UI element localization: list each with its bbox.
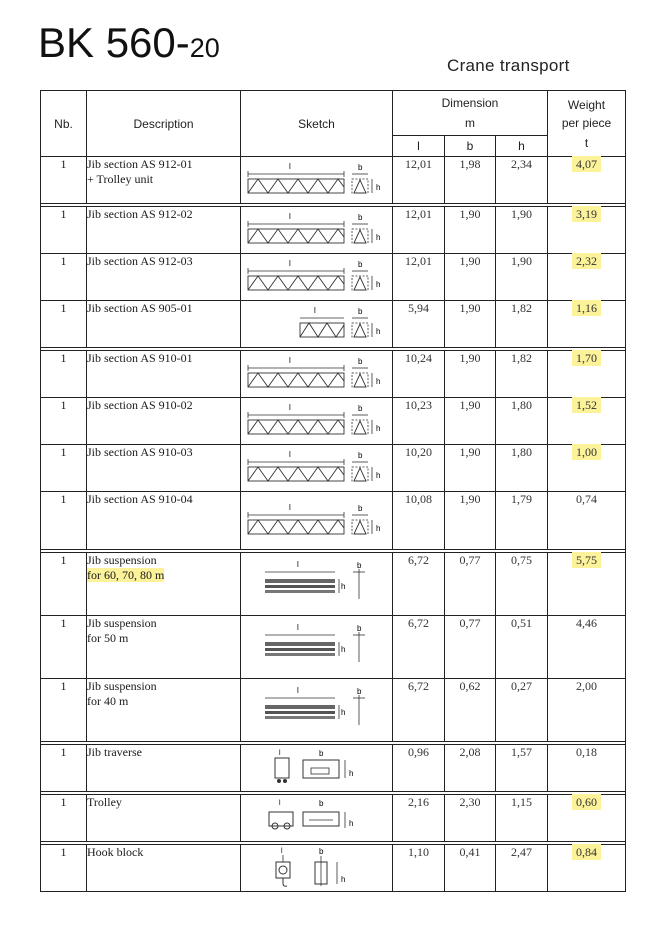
table-row (41, 301, 626, 348)
row-weight: 0,84 (572, 844, 601, 860)
row-description (87, 351, 241, 398)
svg-text:b: b (318, 749, 323, 758)
row-description (87, 795, 241, 842)
row-weight-cell (548, 301, 626, 348)
table-row (41, 795, 626, 842)
row-nb: 1 (41, 553, 87, 616)
svg-text:b: b (318, 847, 323, 856)
row-height: 2,34 (496, 157, 548, 204)
row-weight: 1,70 (572, 350, 601, 366)
row-sketch-jib-long (241, 157, 393, 204)
svg-text:l: l (288, 259, 291, 268)
row-weight: 1,00 (572, 444, 601, 460)
table-row (41, 845, 626, 892)
row-height: 1,80 (496, 398, 548, 445)
row-width: 1,90 (445, 301, 496, 348)
row-height: 2,47 (496, 845, 548, 892)
row-nb: 1 (41, 445, 87, 492)
row-weight-cell (548, 616, 626, 679)
row-description-line1: Jib section AS 912-02 (87, 207, 193, 221)
svg-text:l: l (280, 848, 283, 855)
table-row (41, 679, 626, 742)
row-nb: 1 (41, 398, 87, 445)
row-weight-cell (548, 398, 626, 445)
row-description-line1: Jib traverse (87, 745, 142, 759)
row-nb: 1 (41, 795, 87, 842)
row-weight: 1,16 (572, 300, 601, 316)
header-sketch: Sketch (241, 91, 393, 157)
row-height: 0,27 (496, 679, 548, 742)
row-length: 0,96 (393, 745, 445, 792)
row-weight-cell (548, 492, 626, 550)
row-description (87, 301, 241, 348)
svg-text:b: b (356, 624, 361, 633)
row-sketch-jib-short (241, 301, 393, 348)
row-length: 2,16 (393, 795, 445, 842)
svg-text:l: l (296, 560, 299, 569)
row-width: 1,98 (445, 157, 496, 204)
row-description (87, 679, 241, 742)
row-description (87, 445, 241, 492)
header-weight-unit: t (584, 135, 589, 150)
svg-text:h: h (375, 523, 380, 533)
row-description (87, 207, 241, 254)
row-description (87, 254, 241, 301)
header-weight-sub: per piece (561, 115, 612, 130)
svg-text:h: h (375, 280, 380, 289)
svg-text:h: h (348, 819, 353, 828)
row-description-line1: Jib section AS 910-02 (87, 398, 193, 412)
row-description-line1: Jib suspension (87, 553, 157, 567)
svg-text:l: l (278, 750, 281, 757)
row-weight-cell (548, 157, 626, 204)
row-width: 1,90 (445, 398, 496, 445)
row-description (87, 398, 241, 445)
svg-text:b: b (357, 260, 362, 269)
svg-text:h: h (375, 233, 380, 242)
row-height: 1,57 (496, 745, 548, 792)
row-description-line2-text: + Trolley unit (87, 172, 154, 186)
table-row (41, 553, 626, 616)
row-nb: 1 (41, 157, 87, 204)
row-sketch-suspension (241, 679, 393, 742)
svg-text:b: b (357, 503, 362, 513)
table-row (41, 157, 626, 204)
row-description-line2 (87, 694, 240, 709)
header-nb: Nb. (41, 91, 87, 157)
row-length: 1,10 (393, 845, 445, 892)
row-width: 1,90 (445, 351, 496, 398)
table-row (41, 492, 626, 550)
row-weight: 3,19 (572, 206, 601, 222)
table-row (41, 616, 626, 679)
row-weight-cell (548, 553, 626, 616)
row-weight: 5,75 (572, 552, 601, 568)
table-row (41, 745, 626, 792)
row-description (87, 616, 241, 679)
row-length: 10,23 (393, 398, 445, 445)
svg-text:b: b (357, 163, 362, 172)
row-nb: 1 (41, 207, 87, 254)
row-description-line2 (87, 172, 240, 187)
svg-text:b: b (356, 561, 361, 570)
row-sketch-suspension (241, 553, 393, 616)
row-length: 10,20 (393, 445, 445, 492)
row-description-line1: Jib section AS 910-04 (87, 492, 193, 506)
header-description: Description (87, 91, 241, 157)
row-length: 10,08 (393, 492, 445, 550)
svg-text:b: b (357, 451, 362, 460)
svg-text:l: l (288, 212, 291, 221)
row-weight-cell (548, 445, 626, 492)
row-width: 1,90 (445, 207, 496, 254)
row-weight: 0,74 (576, 492, 597, 506)
svg-text:h: h (348, 769, 353, 778)
svg-text:l: l (313, 306, 316, 315)
svg-text:h: h (340, 875, 345, 884)
row-sketch-jib-long (241, 254, 393, 301)
row-weight-cell (548, 795, 626, 842)
model-suffix: 20 (189, 33, 220, 63)
row-weight: 0,18 (576, 745, 597, 759)
row-height: 1,90 (496, 207, 548, 254)
row-length: 10,24 (393, 351, 445, 398)
row-weight-cell (548, 679, 626, 742)
svg-text:h: h (375, 377, 380, 386)
table-row (41, 398, 626, 445)
table-row (41, 445, 626, 492)
row-length: 12,01 (393, 207, 445, 254)
row-nb: 1 (41, 254, 87, 301)
svg-text:h: h (340, 645, 345, 654)
model-name: BK 560- (38, 19, 190, 66)
row-length: 6,72 (393, 553, 445, 616)
page-subtitle: Crane transport (447, 56, 570, 75)
table-body (41, 157, 626, 892)
svg-text:l: l (296, 686, 299, 695)
row-height: 0,75 (496, 553, 548, 616)
header-dimension-label: Dimension (441, 96, 499, 110)
row-height: 1,90 (496, 254, 548, 301)
row-description-line1: Jib section AS 910-03 (87, 445, 193, 459)
row-sketch-jib-long (241, 351, 393, 398)
row-description-line2 (87, 568, 240, 583)
row-width: 1,90 (445, 445, 496, 492)
svg-text:h: h (375, 327, 380, 336)
row-height: 1,82 (496, 351, 548, 398)
row-description (87, 745, 241, 792)
row-nb: 1 (41, 845, 87, 892)
row-nb: 1 (41, 492, 87, 550)
header-dimension (393, 91, 548, 136)
row-nb: 1 (41, 301, 87, 348)
transport-table (40, 90, 626, 892)
row-width: 0,77 (445, 553, 496, 616)
svg-text:b: b (318, 799, 323, 808)
row-length: 12,01 (393, 254, 445, 301)
table-row (41, 254, 626, 301)
svg-text:b: b (357, 307, 362, 316)
svg-text:h: h (340, 708, 345, 717)
row-weight: 2,32 (572, 253, 601, 269)
svg-text:l: l (288, 450, 291, 459)
row-description (87, 553, 241, 616)
row-description-line1: Jib suspension (87, 616, 157, 630)
row-weight: 0,60 (572, 794, 601, 810)
row-description-line1: Jib section AS 912-01 (87, 157, 193, 171)
row-width: 0,41 (445, 845, 496, 892)
row-sketch-jib-long (241, 492, 393, 550)
row-length: 5,94 (393, 301, 445, 348)
svg-text:l: l (288, 162, 291, 171)
header-weight-label: Weight (567, 97, 606, 112)
row-description-line1: Jib section AS 905-01 (87, 301, 193, 315)
row-description (87, 492, 241, 550)
row-description-line2-text: for 50 m (87, 631, 129, 645)
row-height: 1,79 (496, 492, 548, 550)
row-description-line1: Jib suspension (87, 679, 157, 693)
row-width: 1,90 (445, 492, 496, 550)
row-width: 2,30 (445, 795, 496, 842)
row-weight-cell (548, 254, 626, 301)
svg-text:h: h (340, 582, 345, 591)
svg-text:h: h (375, 183, 380, 192)
row-description-line2-text: for 60, 70, 80 m (87, 568, 165, 582)
svg-text:l: l (288, 356, 291, 365)
row-sketch-jib-long (241, 398, 393, 445)
row-description (87, 157, 241, 204)
row-weight-cell (548, 207, 626, 254)
row-description-line1: Jib section AS 910-01 (87, 351, 193, 365)
row-sketch-trolley (241, 795, 393, 842)
row-nb: 1 (41, 679, 87, 742)
page-title (38, 18, 220, 73)
row-description (87, 845, 241, 892)
row-height: 1,15 (496, 795, 548, 842)
row-sketch-traverse (241, 745, 393, 792)
header-weight (548, 91, 626, 157)
row-description-line1: Hook block (87, 845, 144, 859)
row-nb: 1 (41, 616, 87, 679)
row-weight: 4,07 (572, 156, 601, 172)
svg-text:l: l (278, 800, 281, 807)
row-length: 6,72 (393, 679, 445, 742)
row-weight-cell (548, 745, 626, 792)
svg-text:b: b (357, 404, 362, 413)
svg-text:l: l (288, 502, 291, 512)
row-weight: 1,52 (572, 397, 601, 413)
row-weight: 2,00 (576, 679, 597, 693)
svg-text:h: h (375, 424, 380, 433)
svg-text:l: l (296, 623, 299, 632)
header-dimension-unit: m (465, 116, 475, 130)
svg-text:b: b (357, 213, 362, 222)
svg-text:l: l (288, 403, 291, 412)
svg-text:b: b (357, 357, 362, 366)
row-description-line1: Trolley (87, 795, 122, 809)
table-row (41, 351, 626, 398)
svg-text:b: b (356, 687, 361, 696)
row-weight-cell (548, 351, 626, 398)
row-nb: 1 (41, 745, 87, 792)
row-description-line2 (87, 631, 240, 646)
header-h: h (496, 136, 548, 157)
row-sketch-jib-long (241, 207, 393, 254)
row-width: 0,77 (445, 616, 496, 679)
row-width: 0,62 (445, 679, 496, 742)
row-sketch-suspension (241, 616, 393, 679)
row-height: 0,51 (496, 616, 548, 679)
row-height: 1,82 (496, 301, 548, 348)
table-row (41, 207, 626, 254)
row-sketch-hook (241, 845, 393, 892)
header-b: b (445, 136, 496, 157)
row-nb: 1 (41, 351, 87, 398)
row-sketch-jib-long (241, 445, 393, 492)
row-description-line2-text: for 40 m (87, 694, 129, 708)
row-weight: 4,46 (576, 616, 597, 630)
row-length: 12,01 (393, 157, 445, 204)
row-weight-cell (548, 845, 626, 892)
row-height: 1,80 (496, 445, 548, 492)
svg-text:h: h (375, 471, 380, 480)
row-width: 1,90 (445, 254, 496, 301)
row-width: 2,08 (445, 745, 496, 792)
row-description-line1: Jib section AS 912-03 (87, 254, 193, 268)
row-length: 6,72 (393, 616, 445, 679)
header-l: l (393, 136, 445, 157)
